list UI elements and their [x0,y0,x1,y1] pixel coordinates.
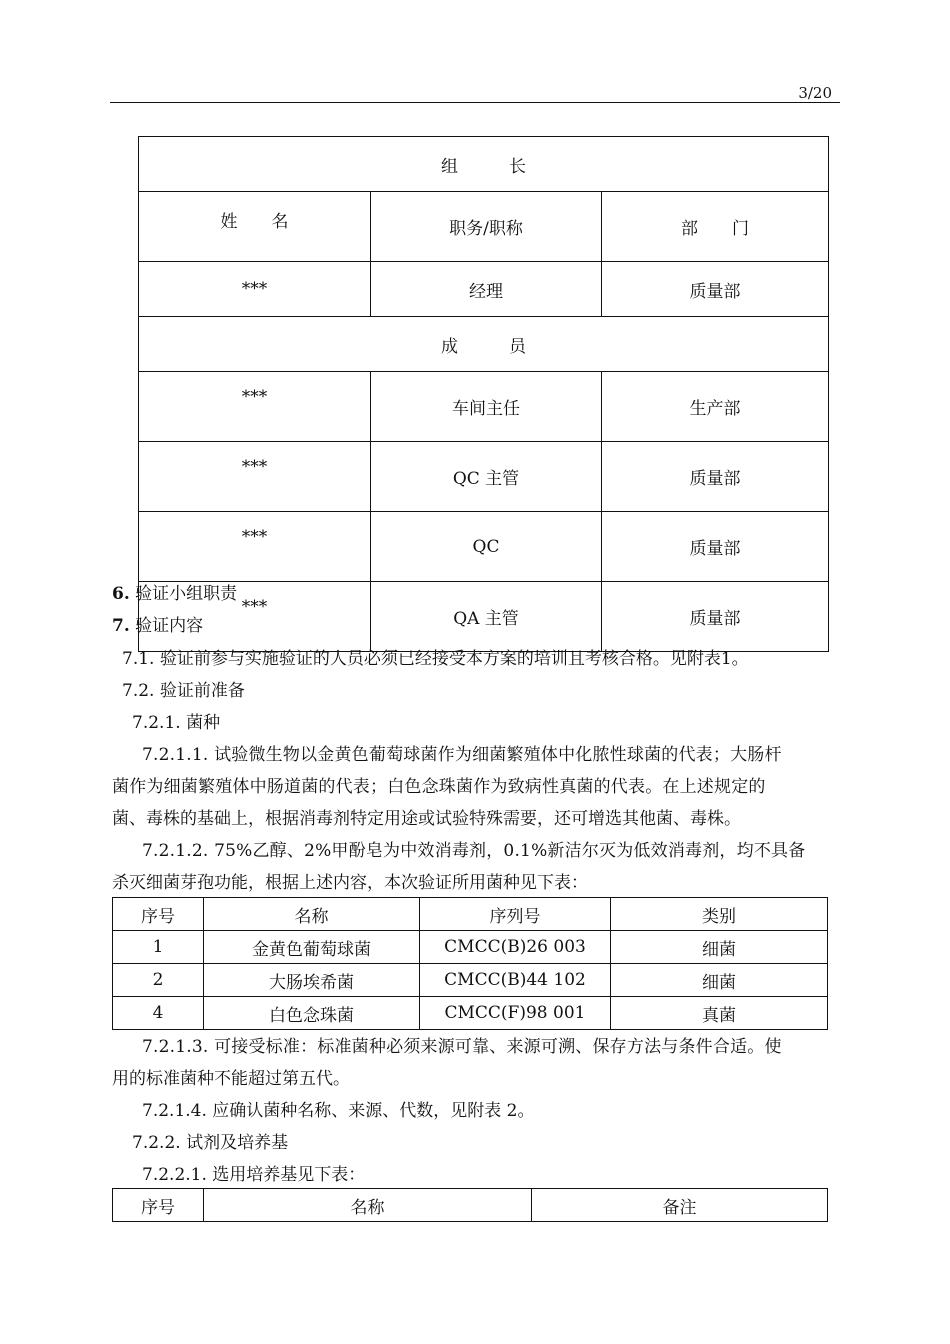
paragraph-7-2-1-3-line-1: 7.2.1.3. 可接受标准：标准菌种必须来源可靠、来源可溯、保存方法与条件合适。使 [142,1037,782,1057]
strain-name: 白色念珠菌 [204,997,420,1030]
member-heading: 成 员 [139,317,829,372]
team-leader-heading-row [139,137,829,192]
column-header-name: 名称 [204,898,420,931]
column-header-name: 名称 [204,1189,532,1222]
team-header-row [139,192,829,262]
section-7-number: 7. [112,616,130,636]
team-table [138,136,829,652]
section-7-1: 7.1. 验证前参与实施验证的人员必须已经接受本方案的培训且考核合格。见附表1。 [122,649,749,669]
leader-title: 经理 [371,262,602,317]
leader-name: *** [139,262,371,317]
leader-heading: 组 长 [139,137,829,192]
strain-table [112,897,828,1030]
column-header-serial: 序列号 [420,898,611,931]
member-dept: 质量部 [602,442,829,512]
member-dept: 质量部 [602,512,829,582]
media-header-row [113,1189,828,1222]
paragraph-7-2-1-1-line-1: 7.2.1.1. 试验微生物以金黄色葡萄球菌作为细菌繁殖体中化脓性球菌的代表；大肠杆 [142,745,782,765]
table-row [139,582,829,652]
strain-serial: CMCC(F)98 001 [420,997,611,1030]
section-7-2: 7.2. 验证前准备 [122,681,245,701]
column-header-title: 职务/职称 [371,192,602,262]
paragraph-7-2-1-1-line-2: 菌作为细菌繁殖体中肠道菌的代表；白色念珠菌作为致病性真菌的代表。在上述规定的 [112,777,766,797]
strain-serial: CMCC(B)26 003 [420,931,611,964]
strain-category: 细菌 [611,931,828,964]
paragraph-7-2-1-2-line-1: 7.2.1.2. 75%乙醇、2%甲酚皂为中效消毒剂，0.1%新洁尔灭为低效消毒剂，均不具备 [142,841,806,861]
table-row [113,964,828,997]
paragraph-7-2-1-4: 7.2.1.4. 应确认菌种名称、来源、代数，见附表 2。 [142,1101,535,1121]
member-dept: 生产部 [602,372,829,442]
section-6-heading [112,582,237,606]
section-7-2-1: 7.2.1. 菌种 [132,713,221,733]
strain-index: 4 [113,997,204,1030]
table-row [139,442,829,512]
strain-category: 真菌 [611,997,828,1030]
member-title: QA 主管 [371,582,602,652]
header-rule [110,102,840,103]
strain-name: 大肠埃希菌 [204,964,420,997]
media-table [112,1188,828,1222]
table-row [139,262,829,317]
strain-index: 1 [113,931,204,964]
strain-index: 2 [113,964,204,997]
column-header-dept: 部 门 [602,192,829,262]
member-title: 车间主任 [371,372,602,442]
team-member-heading-row [139,317,829,372]
section-7-heading [112,614,203,638]
member-dept: 质量部 [602,582,829,652]
table-row [139,372,829,442]
strain-header-row [113,898,828,931]
strain-serial: CMCC(B)44 102 [420,964,611,997]
paragraph-7-2-1-2-line-2: 杀灭细菌芽孢功能，根据上述内容，本次验证所用菌种见下表： [112,873,588,893]
column-header-category: 类别 [611,898,828,931]
member-title: QC [371,512,602,582]
column-header-name: 姓 名 [139,192,371,262]
section-7-2-2: 7.2.2. 试剂及培养基 [132,1133,289,1153]
member-title: QC 主管 [371,442,602,512]
table-row [113,997,828,1030]
section-7-title: 验证内容 [135,616,204,636]
member-name: *** [139,372,371,442]
strain-name: 金黄色葡萄球菌 [204,931,420,964]
member-name: *** [139,512,371,582]
table-row [139,512,829,582]
leader-dept: 质量部 [602,262,829,317]
page-number: 3/20 [798,84,832,102]
paragraph-7-2-1-1-line-3: 菌、毒株的基础上，根据消毒剂特定用途或试验特殊需要，还可增选其他菌、毒株。 [112,809,741,829]
section-6-number: 6. [112,584,130,604]
column-header-index: 序号 [113,898,204,931]
section-6-title: 验证小组职责 [135,584,238,604]
paragraph-7-2-2-1: 7.2.2.1. 选用培养基见下表： [142,1165,366,1185]
member-name: *** [139,442,371,512]
strain-category: 细菌 [611,964,828,997]
member-name: *** [139,582,371,652]
paragraph-7-2-1-3-line-2: 用的标准菌种不能超过第五代。 [112,1069,350,1089]
column-header-remark: 备注 [532,1189,828,1222]
column-header-index: 序号 [113,1189,204,1222]
table-row [113,931,828,964]
